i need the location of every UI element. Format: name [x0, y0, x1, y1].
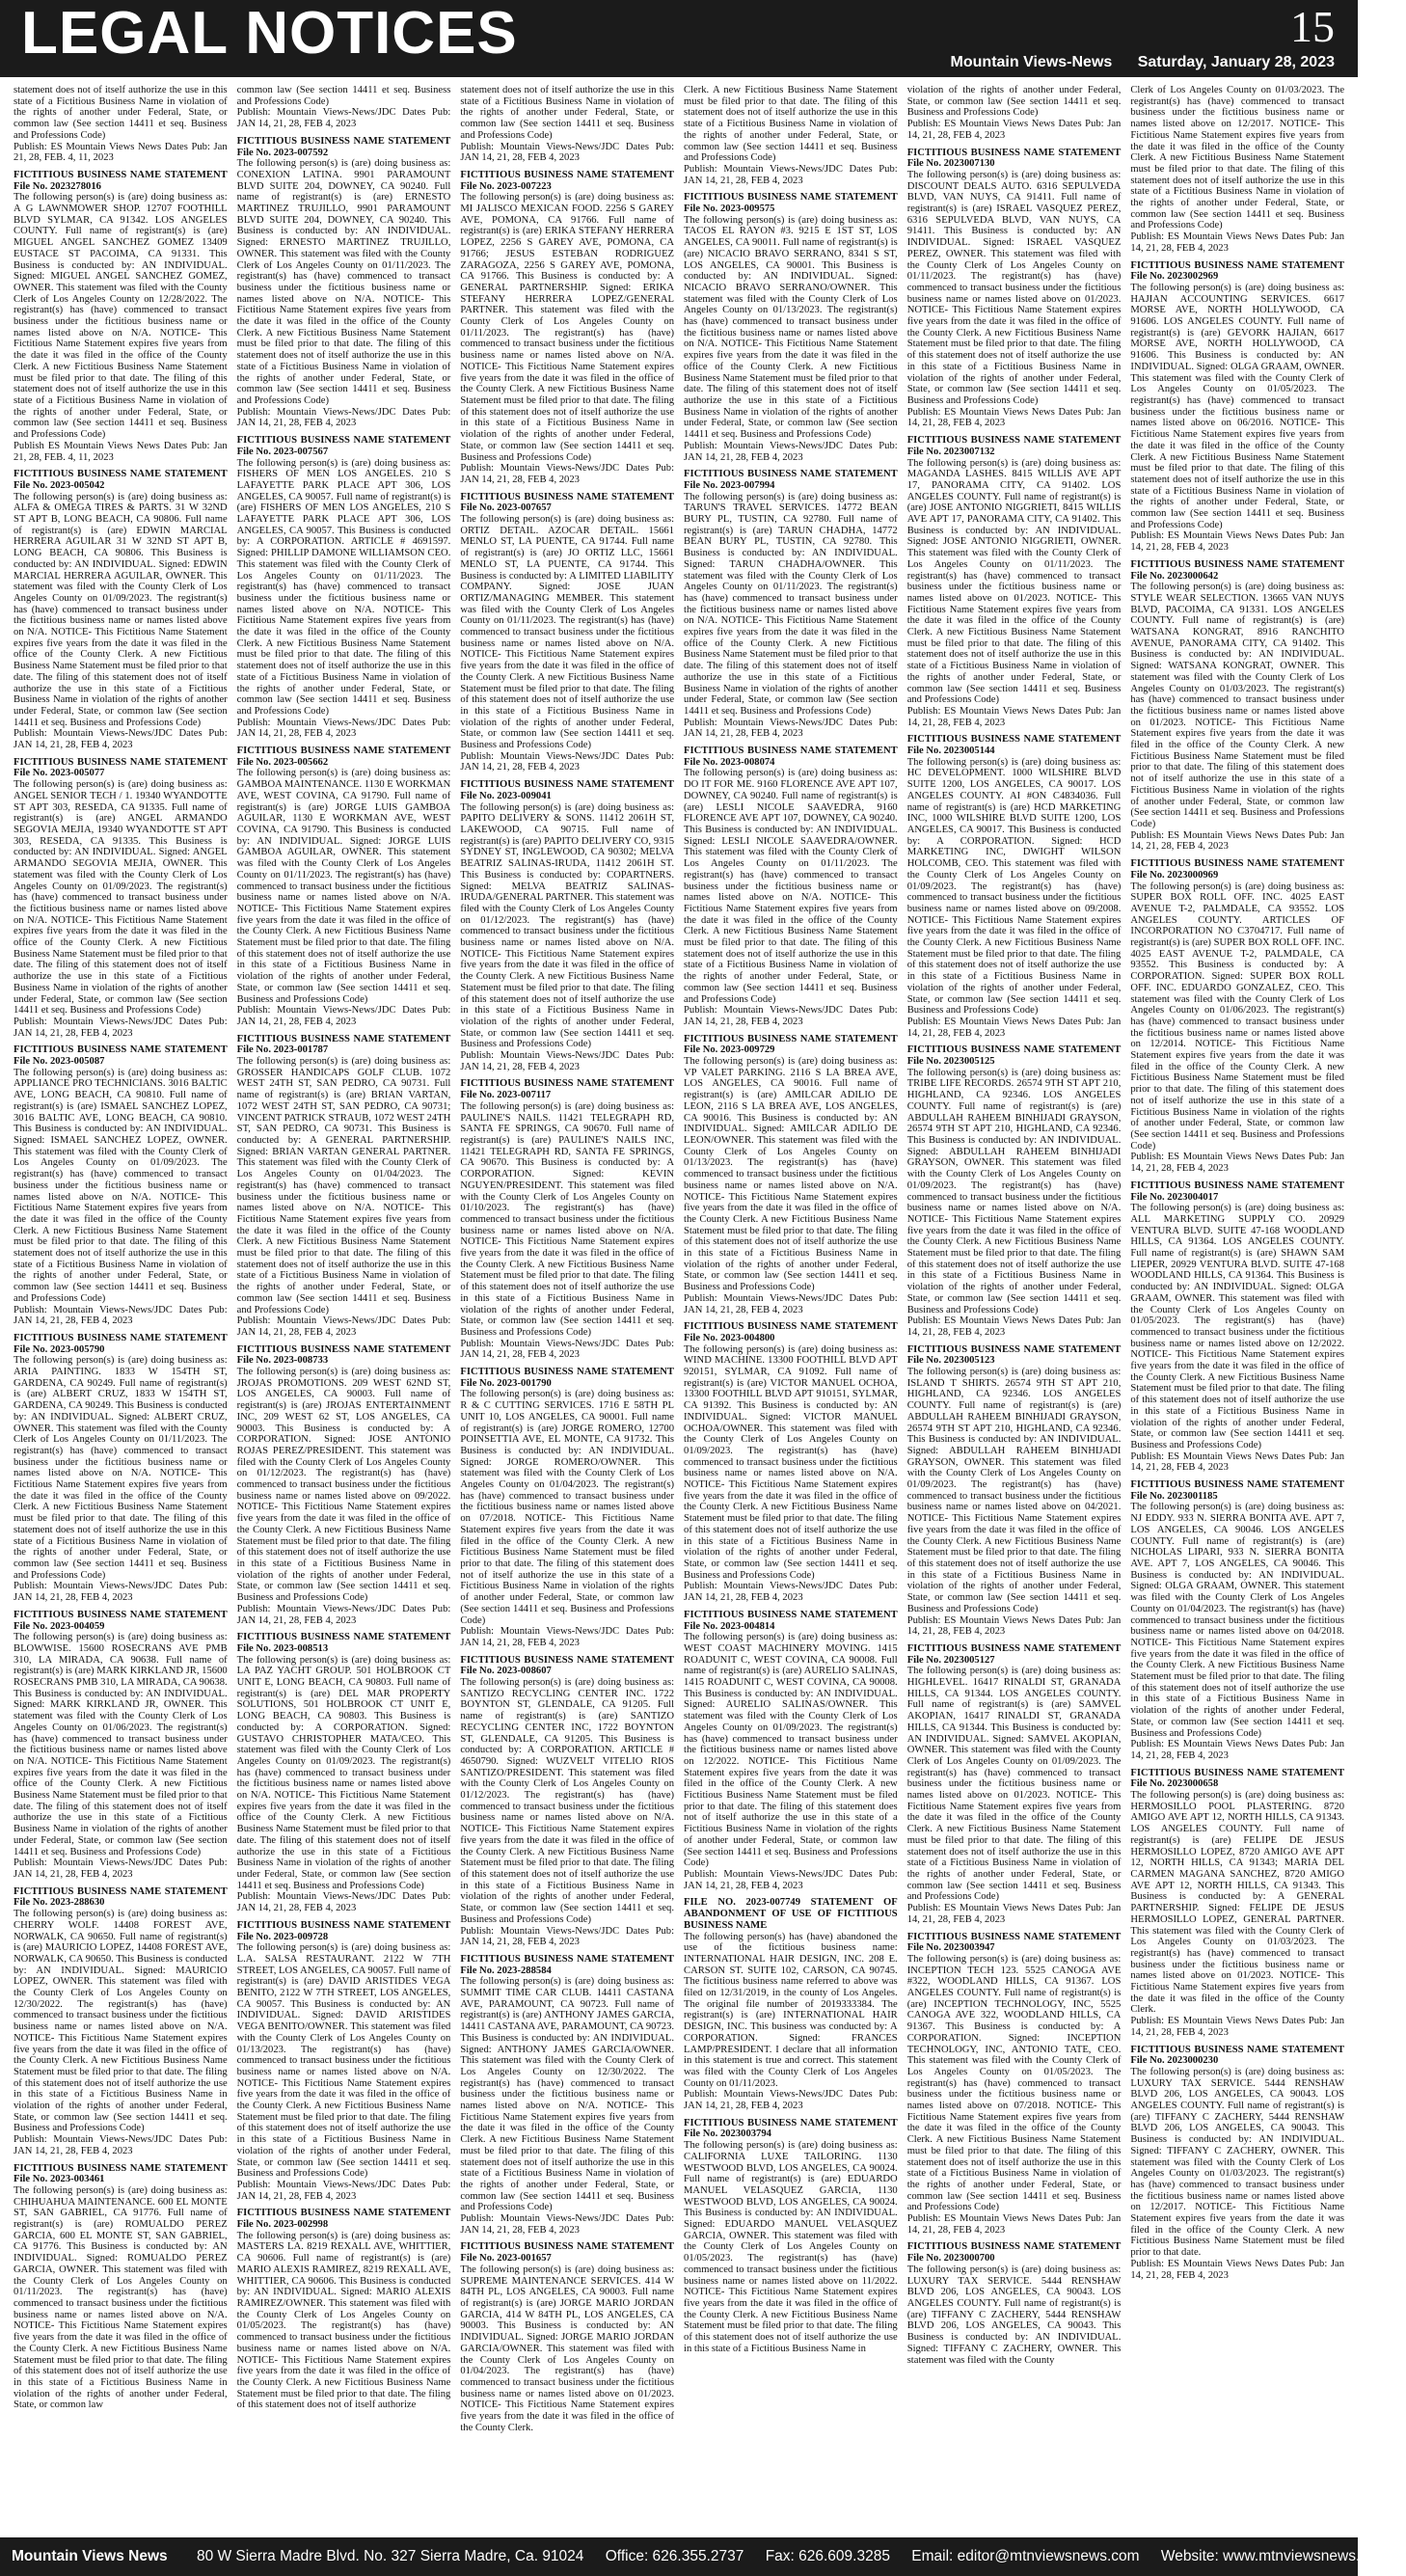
notice-publish-dates: Publish: Mountain Views-News/JDC Dates Pub: JAN 14, 21, 28, FEB 4, 2023: [14, 1016, 228, 1039]
notice-body: The following person(s) is (are) doing business as: TRIBE LIFE RECORDS. 26574 9TH ST APT 210, HIGHLAND, CA 92346. LOS ANGELES COUNTY. Full name of registrant(s) is (are) ABDULLAH RAHEEM BINHIJADI GRAYSON, 26574 9TH ST APT 210, HIGHLAND, CA 92346. This Business is conducted by: AN INDIVIDUAL. Signed: ABDULLAH RAHEEM BINHIJADI GRAYSON, OWNER. This statement was filed with the County Clerk of Los Angeles County on 01/09/2023. The registrant(s) has (have) commenced to transact business under the fictitious business name or names listed above on N/A. NOTICE- This Fictitious Name Statement expires five years from the date it was filed in the office of the County Clerk. A new Fictitious Business Name Statement must be filed prior to that date. The filing of this statement does not of itself authorize the use in this state of a Fictitious Business Name in violation of the rights of another under Federal, State, or common law (See section 14411 et seq. Business and Professions Code): [906, 1067, 1122, 1315]
legal-notice: [684, 1034, 898, 1316]
footer-bar: [0, 2537, 1389, 2576]
legal-notice: [14, 85, 228, 164]
notice-heading: FICTITIOUS BUSINESS NAME STATEMENT File No. 2023-008733: [236, 1343, 451, 1367]
legal-notice: [1130, 2045, 1344, 2282]
notice-publish-dates: Publish: ES Mountain Views News Dates Pub: Jan 21, 28, FEB. 4, 11, 2023: [14, 141, 228, 164]
notice-body: The following person(s) has (have) abandoned the use of the fictitious business name: INTERNATIONAL HAIR DESIGN, INC. 208 E. CARSON ST. SUITE 102, CARSON, CA 90745. The fictitious business name referred to above was filed on 12/31/2019, in the county of Los Angeles. The original file number of 2019333384. The registrant(s) is (are) INTERNATIONAL HAIR DESIGN, INC. This business was conducted by: A CORPORATION. Signed: FRANCES LAMP/PRESIDENT. I declare that all information in this statement is true and correct. This statement was filed with the County Clerk of Los Angeles County on 01/11/2023.: [684, 1931, 898, 2089]
legal-notice: [460, 85, 674, 164]
notice-column: [460, 85, 674, 2531]
notice-publish-dates: Publish: Mountain Views-News/JDC Dates Pub: JAN 14, 21, 28, FEB 4, 2023: [14, 1304, 228, 1327]
legal-notice: [907, 734, 1122, 1039]
notice-heading: FICTITIOUS BUSINESS NAME STATEMENT File No. 2023-288630: [14, 1885, 228, 1909]
notice-heading: FICTITIOUS BUSINESS NAME STATEMENT File No. 2023000969: [1130, 858, 1345, 881]
legal-notice: [460, 2241, 674, 2433]
notice-publish-dates: Publish: ES Mountain Views News Dates Pub: Jan 14, 21, 28, FEB 4, 2023: [1130, 2258, 1345, 2281]
legal-notice: [237, 136, 451, 429]
notice-heading: FICTITIOUS BUSINESS NAME STATEMENT File No. 2023-008074: [684, 746, 898, 768]
legal-notice: [684, 2118, 898, 2355]
notice-publish-dates: Publish: ES Mountain Views News Dates Pub: Jan 14, 21, 28, FEB 4, 2023: [1130, 530, 1345, 554]
legal-notice: [460, 1954, 674, 2237]
page-number: 15: [1290, 2, 1335, 51]
notice-heading: FICTITIOUS BUSINESS NAME STATEMENT File No. 2023-004059: [14, 1609, 228, 1632]
notice-body: The following person(s) is (are) doing business as: DO IT FOR ME. 9160 FLORENCE AVE APT 107, DOWNEY, CA 90240. Full name of registrant(s) is (are) LESLI NICOLE SAAVEDRA, 9160 FLORENCE AVE APT 107, DOWNEY, CA 90240. This Business is conducted by: AN INDIVIDUAL. Signed: LESLI NICOLE SAAVEDRA/OWNER. This statement was filed with the County Clerk of Los Angeles County on 01/11/2023. The registrant(s) has (have) commenced to transact business under the fictitious business name or names listed above on N/A. NOTICE- This Fictitious Name Statement expires five years from the date it was filed in the office of the County Clerk. A new Fictitious Business Name Statement must be filed prior to that date. The filing of this statement does not of itself authorize the use in this state of a Fictitious Business Name in violation of the rights of another under Federal, State, or common law (See section 14411 et seq. Business and Professions Code): [684, 768, 898, 1005]
notice-publish-dates: Publish: Mountain Views-News/JDC Dates Pub: JAN 14, 21, 28, FEB 4, 2023: [684, 1005, 898, 1027]
notice-body: The following person(s) is (are) doing business as: SUPREME MAINTENANCE SERVICES. 414 W 84TH PL, LOS ANGELES, CA 90003. Full name of registrant(s) is (are) JORGE MARIO JORDAN GARCIA, 414 W 84TH PL, LOS ANGELES, CA 90003. This Business is conducted by: AN INDIVIDUAL. Signed: JORGE MARIO JORDAN GARCIA/OWNER. This statement was filed with the County Clerk of Los Angeles County on 01/04/2023. The registrant(s) has (have) commenced to transact business under the fictitious business name or names listed above on 01/2023. NOTICE- This Fictitious Name Statement expires five years from the date it was filed in the office of the County Clerk.: [460, 2264, 675, 2433]
notice-heading: FICTITIOUS BUSINESS NAME STATEMENT File No. 2023-007117: [460, 1078, 675, 1101]
legal-notice: [237, 435, 451, 740]
notice-publish-dates: Publish: ES Mountain Views News Dates Pub: Jan 14, 21, 28, FEB 4, 2023: [906, 705, 1122, 728]
legal-notice: [237, 1344, 451, 1627]
notice-heading: FICTITIOUS BUSINESS NAME STATEMENT File No. 2023-003461: [14, 2162, 228, 2185]
legal-notice: [907, 435, 1122, 728]
notice-body: The following person(s) is (are) doing business as: APPLIANCE PRO TECHNICIANS. 3016 BALTIC AVE, LONG BEACH, CA 90810. Full name of registrant(s) is (are) ISMAEL SANCHEZ LOPEZ, 3016 BALTIC AVE, LONG BEACH, CA 90810. This Business is conducted by: AN INDIVIDUAL. Signed: ISMAEL SANCHEZ LOPEZ, OWNER. This statement was filed with the County Clerk of Los Angeles County on 01/09/2023. The registrant(s) has (have) commenced to transact business under the fictitious business name or names listed above on N/A. NOTICE- This Fictitious Name Statement expires five years from the date it was filed in the office of the County Clerk. A new Fictitious Business Name Statement must be filed prior to that date. The filing of this statement does not of itself authorize the use in this state of a Fictitious Business Name in violation of the rights of another under Federal, State, or common law (See section 14411 et seq. Business and Professions Code): [14, 1067, 228, 1304]
notice-publish-dates: Publish: Mountain Views-News/JDC Dates Pub: JAN 14, 21, 28, FEB 4, 2023: [236, 1891, 451, 1914]
notice-column: [684, 85, 898, 2531]
notice-heading: FICTITIOUS BUSINESS NAME STATEMENT File No. 2023-004800: [684, 1321, 898, 1343]
notice-body: The following person(s) is (are) doing business as: STYLE WEAR SELECTION. 13665 VAN NUYS BLVD, PACOIMA, CA 91331. LOS ANGELES COUNTY. Full name of registrant(s) is (are) WATSANA KONGRAT, 8916 RANCHITO AVENUE, PANORAMA CITY, CA 91402. This Business is conducted by: AN INDIVIDUAL. Signed: WATSANA KONGRAT, OWNER. This statement was filed with the County Clerk of Los Angeles County on 01/03/2023. The registrant(s) has (have) commenced to transact business under the fictitious business name or names listed above on 01/2023. NOTICE- This Fictitious Name Statement expires five years from the date it was filed in the office of the County Clerk. A new Fictitious Business Name Statement must be filed prior to that date. The filing of this statement does not of itself authorize the use in this state of a Fictitious Business Name in violation of the rights of another under Federal, State, or common law (See section 14411 et seq. Business and Professions Code): [1130, 582, 1345, 829]
footer-office-phone: Office: 626.355.2737: [605, 2548, 744, 2564]
legal-notice: [684, 1897, 898, 2111]
notice-heading: FICTITIOUS BUSINESS NAME STATEMENT File No. 2023-008513: [236, 1632, 451, 1654]
legal-notice: [1130, 260, 1344, 554]
notice-body: The following person(s) is (are) doing business as: GROSSER HANDICAPS GOLF CLUB. 1072 WEST 24TH ST, SAN PEDRO, CA 90731. Full name of registrant(s) is (are) BRIAN VARTAN, 1072 WEST 24TH ST, SAN PEDRO, CA 90731; VINCENT PATRICK STRAUB, 1072 WEST 24TH ST, SAN PEDRO, CA 90731. This Business is conducted by: A GENERAL PARTNERSHIP. Signed: BRIAN VARTAN GENERAL PARTNER. This statement was filed with the County Clerk of Los Angeles County on 01/04/2023. The registrant(s) has (have) commenced to transact business under the fictitious business name or names listed above on N/A. NOTICE- This Fictitious Name Statement expires five years from the date it was filed in the office of the County Clerk. A new Fictitious Business Name Statement must be filed prior to that date. The filing of this statement does not of itself authorize the use in this state of a Fictitious Business Name in violation of the rights of another under Federal, State, or common law (See section 14411 et seq. Business and Professions Code): [236, 1056, 451, 1315]
notice-heading: FICTITIOUS BUSINESS NAME STATEMENT File No. 2023007130: [906, 147, 1122, 170]
legal-notice: [460, 1078, 674, 1361]
notice-column: [14, 85, 228, 2531]
notice-body: Clerk of Los Angeles County on 01/03/2023. The registrant(s) has (have) commenced to transact business under the fictitious business name or names listed above on 12/2017. NOTICE- This Fictitious Name Statement expires five years from the date it was filed in the office of the County Clerk. A new Fictitious Business Name Statement must be filed prior to that date. The filing of this statement does not of itself authorize the use in this state of a Fictitious Business Name in violation of the rights of another under Federal, State, or common law (See section 14411 et seq. Business and Professions Code): [1130, 85, 1345, 231]
legal-notice: [907, 85, 1122, 142]
notice-body: The following person(s) is (are) doing business as: WEST COAST MACHINERY MOVING. 1415 ROADUNIT C, WEST COVINA, CA 90008. Full name of registrant(s) is (are) AURELIO SALINAS, 1415 ROADUNIT C, WEST COVINA, CA 90008. This Business is conducted by: AN INDIVIDUAL. Signed: AURELIO SALINAS/OWNER. This statement was filed with the County Clerk of Los Angeles County on 01/09/2023. The registrant(s) has (have) commenced to transact business under the fictitious business name or names listed above on 12/2022. NOTICE- This Fictitious Name Statement expires five years from the date it was filed in the office of the County Clerk. A new Fictitious Business Name Statement must be filed prior to that date. The filing of this statement does not of itself authorize the use in this state of a Fictitious Business Name in violation of the rights of another under Federal, State, or common law (See section 14411 et seq. Business and Professions Code): [684, 1632, 898, 1869]
notice-body: The following person(s) is (are) doing business as: WIND MACHINE. 13300 FOOTHILL BLVD APT 920151, SYLMAR, CA 91092. Full name of registrant(s) is (are) VICTOR MANUEL OCHOA, 13300 FOOTHILL BLVD APT 910151, SYLMAR, CA 91392. This Business is conducted by: AN INDIVIDUAL. Signed: VICTOR MANUEL OCHOA/OWNER. This statement was filed with the County Clerk of Los Angeles County on 01/09/2023. The registrant(s) has (have) commenced to transact business under the fictitious business name or names listed above on N/A. NOTICE- This Fictitious Name Statement expires five years from the date it was filed in the office of the County Clerk. A new Fictitious Business Name Statement must be filed prior to that date. The filing of this statement does not of itself authorize the use in this state of a Fictitious Business Name in violation of the rights of another under Federal, State, or common law (See section 14411 et seq. Business and Professions Code): [684, 1343, 898, 1581]
notice-heading: FICTITIOUS BUSINESS NAME STATEMENT File No. 2023003794: [684, 2117, 898, 2140]
notice-publish-dates: Publish: Mountain Views-News/JDC Dates Pub: JAN 14, 21, 28, FEB 4, 2023: [460, 2213, 675, 2236]
legal-notice: [237, 2208, 451, 2411]
notice-publish-dates: Publish: ES Mountain Views News Dates Pub: Jan 14, 21, 28, FEB 4, 2023: [906, 406, 1122, 429]
notice-body: common law (See section 14411 et seq. Business and Professions Code): [236, 85, 451, 107]
legal-notice: [237, 85, 451, 130]
notice-publish-dates: Publish: Mountain Views-News/JDC Dates Pub: JAN 14, 21, 28, FEB 4, 2023: [236, 2179, 451, 2202]
notice-body: The following person(s) is (are) doing business as: HIGHLEVEL. 16417 RINALDI ST, GRANADA HILLS, CA 91344. LOS ANGELES COUNTY. Full name of registrant(s) is (are) SAMVEL AKOPIAN, 16417 RINALDI ST, GRANADA HILLS, CA 91344. This Business is conducted by: AN INDIVIDUAL. Signed: SAMVEL AKOPIAN, OWNER. This statement was filed with the County Clerk of Los Angeles County on 01/09/2023. The registrant(s) has (have) commenced to transact business under the fictitious business name or names listed above on 01/2023. NOTICE- This Fictitious Name Statement expires five years from the date it was filed in the office of the County Clerk. A new Fictitious Business Name Statement must be filed prior to that date. The filing of this statement does not of itself authorize the use in this state of a Fictitious Business Name in violation of the rights of another under Federal, State, or common law (See section 14411 et seq. Business and Professions Code): [906, 1666, 1122, 1903]
footer-publication: Mountain Views News: [12, 2548, 168, 2564]
legal-notice: [684, 85, 898, 186]
legal-notice: [460, 1367, 674, 1649]
legal-notice: [460, 1655, 674, 1948]
notice-heading: FICTITIOUS BUSINESS NAME STATEMENT File No. 2023000230: [1130, 2044, 1345, 2067]
notice-body: The following person(s) is (are) doing business as: SUMMIT TIME CAR CLUB. 14411 CASTANA AVE, PARAMOUNT, CA 90723. Full name of registrant(s) is (are) ANTHONY JAMES GARCIA, 14411 CASTANA AVE, PARAMOUNT, CA 90723. This Business is conducted by: AN INDIVIDUAL. Signed: ANTHONY JAMES GARCIA/OWNER. This statement was filed with the County Clerk of Los Angeles County on 12/30/2022. The registrant(s) has (have) commenced to transact business under the fictitious business name or names listed above on N/A. NOTICE- This Fictitious Name Statement expires five years from the date it was filed in the office of the County Clerk. A new Fictitious Business Name Statement must be filed prior to that date. The filing of this statement does not of itself authorize the use in this state of a Fictitious Business Name in violation of the rights of another under Federal, State, or common law (See section 14411 et seq. Business and Professions Code): [460, 1976, 675, 2213]
notice-body: The following person(s) is (are) doing business as: ALFA & OMEGA TIRES & PARTS. 31 W 32ND ST APT B, LONG BEACH, CA 90806. Full name of registrant(s) is (are) EDWIN MARCIAL HERRERA AGUILAR 31 W 32ND ST APT B, LONG BEACH, CA 90806. This Business is conducted by: AN INDIVIDUAL. Signed: EDWIN MARCIAL HERRERA AGUILAR, OWNER. This statement was filed with the County Clerk of Los Angeles County on 01/09/2023. The registrant(s) has (have) commenced to transact business under the fictitious business name or names listed above on N/A. NOTICE- This Fictitious Name Statement expires five years from the date it was filed in the office of the County Clerk. A new Fictitious Business Name Statement must be filed prior to that date. The filing of this statement does not of itself authorize the use in this state of a Fictitious Business Name in violation of the rights of another under Federal, State, or common law (See section 14411 et seq. Business and Professions Code): [14, 491, 228, 728]
notice-body: The following person(s) is (are) doing business as: TARUN'S TRAVEL SERVICES. 14772 BEAN BURY PL, TUSTIN, CA 92780. Full name of registrant(s) is (are) TARUN CHADHA, 14772 BEAN BURY PL, TUSTIN, CA 92780. This Business is conducted by: AN INDIVIDUAL. Signed: TARUN CHADHA/OWNER. This statement was filed with the County Clerk of Los Angeles County on 01/11/2023. The registrant(s) has (have) commenced to transact business under the fictitious business name or names listed above on N/A. NOTICE- This Fictitious Name Statement expires five years from the date it was filed in the office of the County Clerk. A new Fictitious Business Name Statement must be filed prior to that date. The filing of this statement does not of itself authorize the use in this state of a Fictitious Business Name in violation of the rights of another under Federal, State, or common law (See section 14411 et seq. Business and Professions Code): [684, 491, 898, 717]
legal-notice: [1130, 858, 1344, 1175]
notice-heading: FICTITIOUS BUSINESS NAME STATEMENT File No. 2023000700: [906, 2241, 1122, 2264]
notice-publish-dates: Publish: ES Mountain Views News Dates Pub: Jan 14, 21, 28, FEB 4, 2023: [906, 1315, 1122, 1338]
notice-publish-dates: Publish: Mountain Views-News/JDC Dates Pub: JAN 14, 21, 28, FEB 4, 2023: [14, 728, 228, 751]
notice-heading: FICTITIOUS BUSINESS NAME STATEMENT File No. 2023-001790: [460, 1367, 675, 1389]
masthead: [0, 0, 1358, 77]
notice-body: The following person(s) is (are) doing business as: ISLAND T SHIRTS. 26574 9TH ST APT 210, HIGHLAND, CA 92346. LOS ANGELES COUNTY. Full name of registrant(s) is (are) ABDULLAH RAHEEM BINHIJADI GRAYSON, 26574 9TH ST APT 210, HIGHLAND, CA 92346. This Business is conducted by: AN INDIVIDUAL. Signed: ABDULLAH RAHEEM BINHIJADI GRAYSON, OWNER. This statement was filed with the County Clerk of Los Angeles County on 01/09/2023. The registrant(s) has (have) commenced to transact business under the fictitious business name or names listed above on 04/2021. NOTICE- This Fictitious Name Statement expires five years from the date it was filed in the office of the County Clerk. A new Fictitious Business Name Statement must be filed prior to that date. The filing of this statement does not of itself authorize the use in this state of a Fictitious Business Name in violation of the rights of another under Federal, State, or common law (See section 14411 et seq. Business and Professions Code): [906, 1367, 1122, 1614]
notice-publish-dates: Publish: ES Mountain Views News Dates Pub: Jan 14, 21, 28, FEB 4, 2023: [906, 1614, 1122, 1638]
legal-notice: [237, 1632, 451, 1914]
notice-publish-dates: Publish: Mountain Views-News/JDC Dates Pub: JAN 14, 21, 28, FEB 4, 2023: [236, 1005, 451, 1027]
notice-heading: FICTITIOUS BUSINESS NAME STATEMENT File No. 2023-007592: [236, 135, 451, 158]
notice-publish-dates: Publish: Mountain Views-News/JDC Dates Pub: JAN 14, 21, 28, FEB 4, 2023: [460, 463, 675, 485]
notice-publish-dates: Publish: Mountain Views-News/JDC Dates Pub: JAN 14, 21, 28, FEB 4, 2023: [14, 1857, 228, 1880]
notice-heading: FICTITIOUS BUSINESS NAME STATEMENT File No. 2023000658: [1130, 1767, 1345, 1790]
legal-notice: [907, 1344, 1122, 1638]
notice-body: statement does not of itself authorize the use in this state of a Fictitious Business Name in violation of the rights of another under Federal, State, or common law (See section 14411 et seq. Business and Professions Code): [460, 85, 675, 141]
legal-notice: [237, 1034, 451, 1339]
notice-publish-dates: Publish: ES Mountain Views News Dates Pub: Jan 14, 21, 28, FEB 4, 2023: [1130, 231, 1345, 254]
notice-column: [237, 85, 451, 2531]
notice-heading: FICTITIOUS BUSINESS NAME STATEMENT File No. 2023-009729: [684, 1033, 898, 1056]
publication-name: Mountain Views-News: [950, 54, 1113, 70]
notice-heading: FICTITIOUS BUSINESS NAME STATEMENT File No. 2023005144: [906, 734, 1122, 757]
legal-notice: [907, 148, 1122, 430]
notice-body: The following person(s) is (are) doing business as: ARIA PAINTING. 1833 W 154TH ST, GARDENA, CA 90249. Full name of registrant(s) is (are) ALBERT CRUZ, 1833 W 154TH ST, GARDENA, CA 90249. This Business is conducted by: AN INDIVIDUAL. Signed: ALBERT CRUZ, OWNER. This statement was filed with the County Clerk of Los Angeles County on 01/11/2023. The registrant(s) has (have) commenced to transact business under the fictitious business name or names listed above on N/A. NOTICE- This Fictitious Name Statement expires five years from the date it was filed in the office of the County Clerk. A new Fictitious Business Name Statement must be filed prior to that date. The filing of this statement does not of itself authorize the use in this state of a Fictitious Business Name in violation of the rights of another under Federal, State, or common law (See section 14411 et seq. Business and Professions Code): [14, 1355, 228, 1581]
legal-notice: [14, 2163, 228, 2411]
notice-publish-dates: Publish: ES Mountain Views News Dates Pub: Jan 14, 21, 28, FEB 4, 2023: [1130, 1739, 1345, 1761]
notice-body: The following person(s) is (are) doing business as: ALL MARKETING SUPPLY CO. 20929 VENTURA BLVD. SUITE 47-168 WOODLAND HILLS, CA 91364. LOS ANGELES COUNTY. Full name of registrant(s) is (are) SHAWN SAM LIEPER, 20929 VENTURA BLVD. SUITE 47-168 WOODLAND HILLS, CA 91364. This Business is conducted by: AN INDIVIDUAL. Signed: OLGA GRAAM, OWNER. This statement was filed with the County Clerk of Los Angeles County on 01/05/2023. The registrant(s) has (have) commenced to transact business under the fictitious business name or names listed above on 12/2022. NOTICE- This Fictitious Name Statement expires five years from the date it was filed in the office of the County Clerk. A new Fictitious Business Name Statement must be filed prior to that date. The filing of this statement does not of itself authorize the use in this state of a Fictitious Business Name in violation of the rights of another under Federal, State, or common law (See section 14411 et seq. Business and Professions Code): [1130, 1203, 1345, 1451]
notice-body: Clerk. A new Fictitious Business Name Statement must be filed prior to that date. The filing of this statement does not of itself authorize the use in this state of a Fictitious Business Name in violation of the rights of another under Federal, State, or common law (See section 14411 et seq. Business and Professions Code): [684, 85, 898, 164]
notice-body: The following person(s) is (are) doing business as: BLOWWISE. 15600 ROSECRANS AVE PMB 310, LA MIRADA, CA 90638. Full name of registrant(s) is (are) MARK KIRKLAND JR, 15600 ROSECRANS PMB 310, LA MIRADA, CA 90638. This Business is conducted by: AN INDIVIDUAL. Signed: MARK KIRKLAND JR, OWNER. This statement was filed with the County Clerk of Los Angeles County on 01/06/2023. The registrant(s) has (have) commenced to transact business under the fictitious business name or names listed above on N/A. NOTICE- This Fictitious Name Statement expires five years from the date it was filed in the office of the County Clerk. A new Fictitious Business Name Statement must be filed prior to that date. The filing of this statement does not of itself authorize the use in this state of a Fictitious Business Name in violation of the rights of another under Federal, State, or common law (See section 14411 et seq. Business and Professions Code): [14, 1632, 228, 1857]
legal-notice: [1130, 1768, 1344, 2039]
notice-heading: FICTITIOUS BUSINESS NAME STATEMENT File No. 2023-005087: [14, 1044, 228, 1068]
notice-publish-dates: Publish: ES Mountain Views News Dates Pub: Jan 14, 21, 28, FEB 4, 2023: [1130, 829, 1345, 853]
notice-publish-dates: Publish: ES Mountain Views News Dates Pub: Jan 14, 21, 28, FEB 4, 2023: [906, 119, 1122, 141]
notice-publish-dates: Publish: Mountain Views-News/JDC Dates Pub: JAN 14, 21, 28, FEB 4, 2023: [236, 1315, 451, 1338]
notice-body: The following person(s) is (are) doing business as: ANGEL SENIOR TECH / 1. 19340 WYANDOTTE ST APT 303, RESEDA, CA 91335. Full name of registrant(s) is (are) ANGEL ARMANDO SEGOVIA MEJIA, 19340 WYANDOTTE ST APT 303, RESEDA, CA 91335. This Business is conducted by: AN INDIVIDUAL. Signed: ANGEL ARMANDO SEGOVIA MEJIA, OWNER. This statement was filed with the County Clerk of Los Angeles County on 01/09/2023. The registrant(s) has (have) commenced to transact business under the fictitious business name or names listed above on N/A. NOTICE- This Fictitious Name Statement expires five years from the date it was filed in the office of the County Clerk. A new Fictitious Business Name Statement must be filed prior to that date. The filing of this statement does not of itself authorize the use in this state of a Fictitious Business Name in violation of the rights of another under Federal, State, or common law (See section 14411 et seq. Business and Professions Code): [14, 779, 228, 1017]
notice-body: violation of the rights of another under Federal, State, or common law (See section 14411 et seq. Business and Professions Code): [906, 85, 1122, 119]
notice-body: The following person(s) is (are) doing business as: R & C CUTTING SERVICES. 1716 E 58TH PL UNIT 10, LOS ANGELES, CA 90001. Full name of registrant(s) is (are) JORGE ROMERO, 12700 POINSETTIA AVE, EL MONTE, CA 91732. This Business is conducted by: AN INDIVIDUAL. Signed: JORGE ROMERO/OWNER. This statement was filed with the County Clerk of Los Angeles County on 01/04/2023. The registrant(s) has (have) commenced to transact business under the fictitious business name or names listed above on 07/2018. NOTICE- This Fictitious Name Statement expires five years from the date it was filed in the office of the County Clerk. A new Fictitious Business Name Statement must be filed prior to that date. The filing of this statement does not of itself authorize the use in this state of a Fictitious Business Name in violation of the rights of another under Federal, State, or common law (See section 14411 et seq. Business and Professions Code): [460, 1389, 675, 1626]
legal-notice: [1130, 1479, 1344, 1762]
legal-notice: [907, 1643, 1122, 1926]
notice-publish-dates: Publish: Mountain Views-News/JDC Dates Pub: JAN 14, 21, 28, FEB 4, 2023: [460, 1626, 675, 1648]
notice-publish-dates: Publish: ES Mountain Views News Dates Pub: Jan 14, 21, 28, FEB 4, 2023: [906, 1903, 1122, 1925]
notice-column: [1130, 85, 1344, 2531]
notice-heading: FICTITIOUS BUSINESS NAME STATEMENT File No. 2023-007657: [460, 491, 675, 514]
legal-notice: [460, 170, 674, 486]
notice-heading: FICTITIOUS BUSINESS NAME STATEMENT File No. 2023005127: [906, 1642, 1122, 1666]
notice-heading: FICTITIOUS BUSINESS NAME STATEMENT File No. 2023-005662: [236, 746, 451, 768]
issue-date: Saturday, January 28, 2023: [1137, 54, 1335, 70]
notice-heading: FICTITIOUS BUSINESS NAME STATEMENT File No. 2023-007994: [684, 469, 898, 491]
notice-body: The following person(s) is (are) doing business as: LUXURY TAX SERVICE. 5444 RENSHAW BLVD 206, LOS ANGELES, CA 90043. LOS ANGELES COUNTY. Full name of registrant(s) is (are) TIFFANY C ZACHERY, 5444 RENSHAW BLVD 206, LOS ANGELES, CA 90043. This Business is conducted by: AN INDIVIDUAL. Signed: TIFFANY C ZACHERY, OWNER. This statement was filed with the County: [906, 2264, 1122, 2366]
notice-heading: FICTITIOUS BUSINESS NAME STATEMENT File No. 2023-009575: [684, 192, 898, 215]
notice-heading: FICTITIOUS BUSINESS NAME STATEMENT File No. 2023007132: [906, 435, 1122, 457]
notice-heading: FICTITIOUS BUSINESS NAME STATEMENT File No. 2023003947: [906, 1931, 1122, 1954]
notice-publish-dates: Publish: Mountain Views-News/JDC Dates Pub: JAN 14, 21, 28, FEB 4, 2023: [236, 406, 451, 429]
notice-body: The following person(s) is (are) doing business as: INCEPTION TECH 123. 5525 CANOGA AVE #322, WOODLAND HILLS, CA 91367. LOS ANGELES COUNTY. Full name of registrant(s) is (are) INCEPTION TECHNOLOGY, INC, 5525 CANOGA AVE 322, WOODLAND HILLS, CA 91367. This Business is conducted by: A CORPORATION. Signed: INCEPTION TECHNOLOGY, INC, ANTONIO TATE, CEO. This statement was filed with the County Clerk of Los Angeles County on 01/05/2023. The registrant(s) has (have) commenced to transact business under the fictitious business name or names listed above on 07/2018. NOTICE- This Fictitious Name Statement expires five years from the date it was filed in the office of the County Clerk. A new Fictitious Business Name Statement must be filed prior to that date. The filing of this statement does not of itself authorize the use in this state of a Fictitious Business Name in violation of the rights of another under Federal, State, or common law (See section 14411 et seq. Business and Professions Code): [906, 1953, 1122, 2213]
footer-fax: Fax: 626.609.3285: [765, 2548, 890, 2564]
notice-body: The following person(s) is (are) doing business as: ORTIZ DETAIL. AZOCAR DETAIL. 15661 MENLO ST, LA PUENTE, CA 91744. Full name of registrant(s) is (are) JO ORTIZ LLC, 15661 MENLO ST, LA PUENTE, CA 91744. This Business is conducted by: A LIMITED LIABILITY COMPANY. Signed: JOSE JUAN ORTIZ/MANAGING MEMBER. This statement was filed with the County Clerk of Los Angeles County on 01/11/2023. The registrant(s) has (have) commenced to transact business under the fictitious business name or names listed above on N/A. NOTICE- This Fictitious Name Statement expires five years from the date it was filed in the office of the County Clerk. A new Fictitious Business Name Statement must be filed prior to that date. The filing of this statement does not of itself authorize the use in this state of a Fictitious Business Name in violation of the rights of another under Federal, State, or common law (See section 14411 et seq. Business and Professions Code): [460, 514, 675, 751]
notice-body: The following person(s) is (are) doing business as: LUXURY TAX SERVICE. 5444 RENSHAW BLVD 206, LOS ANGELES, CA 90043. LOS ANGELES COUNTY. Full name of registrant(s) is (are) TIFFANY C ZACHERY, 5444 RENSHAW BLVD 206, LOS ANGELES, CA 90043. This Business is conducted by: AN INDIVIDUAL. Signed: TIFFANY C ZACHERY, OWNER. This statement was filed with the County Clerk of Los Angeles County on 01/03/2023. The registrant(s) has (have) commenced to transact business under the fictitious business name or names listed above on 12/2017. NOTICE- This Fictitious Name Statement expires five years from the date it was filed in the office of the County Clerk. A new Fictitious Business Name Statement must be filed prior to that date.: [1130, 2066, 1345, 2259]
footer-email[interactable]: Email: editor@mtnviewsnews.com: [911, 2548, 1140, 2564]
legal-notice: [14, 1610, 228, 1881]
legal-notice: [907, 1044, 1122, 1338]
notice-body: The following person(s) is (are) doing business as: CHIHUAHUA MAINTENANCE. 600 EL MONTE ST, SAN GABRIEL, CA 91776. Full name of registrant(s) is (are) ROMUALDO PEREZ GARCIA, 600 EL MONTE ST, SAN GABRIEL, CA 91776. This Business is conducted by: AN INDIVIDUAL. Signed: ROMUALDO PEREZ GARCIA, OWNER. This statement was filed with the County Clerk of Los Angeles County on 01/11/2023. The registrant(s) has (have) commenced to transact business under the fictitious business name or names listed above on N/A. NOTICE- This Fictitious Name Statement expires five years from the date it was filed in the office of the County Clerk. A new Fictitious Business Name Statement must be filed prior to that date. The filing of this statement does not of itself authorize the use in this state of a Fictitious Business Name in violation of the rights of another under Federal, State, or common law: [14, 2184, 228, 2411]
notice-publish-dates: Publish: ES Mountain Views News Dates Pub: Jan 14, 21, 28, FEB 4, 2023: [906, 1016, 1122, 1039]
notice-heading: FILE NO. 2023-007749 STATEMENT OF ABANDONMENT OF USE OF FICTITIOUS BUSINESS NAME: [684, 1897, 898, 1931]
notice-body: The following person(s) is (are) doing business as: PAULINE'S NAILS. 11421 TELEGRAPH RD, SANTA FE SPRINGS, CA 90670. Full name of registrant(s) is (are) PAULINE'S NAILS INC, 11421 TELEGRAPH RD, SANTA FE SPRINGS, CA 90670. This Business is conducted by: A CORPORATION. Signed: KEVIN NGUYEN/PRESIDENT. This statement was filed with the County Clerk of Los Angeles County on 01/10/2023. The registrant(s) has (have) commenced to transact business under the fictitious business name or names listed above on N/A. NOTICE- This Fictitious Name Statement expires five years from the date it was filed in the office of the County Clerk. A new Fictitious Business Name Statement must be filed prior to that date. The filing of this statement does not of itself authorize the use in this state of a Fictitious Business Name in violation of the rights of another under Federal, State, or common law (See section 14411 et seq. Business and Professions Code): [460, 1100, 675, 1338]
notice-body: The following person(s) is (are) doing business as: CONEXION LATINA. 9901 PARAMOUNT BLVD SUITE 204, DOWNEY, CA 90240. Full name of registrant(s) is (are) ERNESTO MARTINEZ TRUJILLO, 9901 PARAMOUNT BLVD SUITE 204, DOWNEY, CA 90240. This Business is conducted by: AN INDIVIDUAL. Signed: ERNESTO MARTINEZ TRUJILLO, OWNER. This statement was filed with the County Clerk of Los Angeles County on 01/11/2023. The registrant(s) has (have) commenced to transact business under the fictitious business name or names listed above on N/A. NOTICE- This Fictitious Name Statement expires five years from the date it was filed in the office of the County Clerk. A new Fictitious Business Name Statement must be filed prior to that date. The filing of this statement does not of itself authorize the use in this state of a Fictitious Business Name in violation of the rights of another under Federal, State, or common law (See section 14411 et seq. Business and Professions Code): [236, 158, 451, 406]
notice-publish-dates: Publish: Mountain Views-News/JDC Dates Pub: JAN 14, 21, 28, FEB 4, 2023: [460, 141, 675, 164]
legal-notice: [14, 1886, 228, 2157]
notice-body: The following person(s) is (are) doing business as: VP VALET PARKING. 2116 S LA BREA AVE, LOS ANGELES, CA 90016. Full name of registrant(s) is (are) AMILCAR ADILIO DE LEON, 2116 S LA BREA AVE, LOS ANGELES, CA 90016. This Business is conducted by: AN INDIVIDUAL. Signed: AMILCAR ADILIO DE LEON/OWNER. This statement was filed with the County Clerk of Los Angeles County on 01/13/2023. The registrant(s) has (have) commenced to transact business under the fictitious business name or names listed above on N/A. NOTICE- This Fictitious Name Statement expires five years from the date it was filed in the office of the County Clerk. A new Fictitious Business Name Statement must be filed prior to that date. The filing of this statement does not of itself authorize the use in this state of a Fictitious Business Name in violation of the rights of another under Federal, State, or common law (See section 14411 et seq. Business and Professions Code): [684, 1056, 898, 1293]
notice-heading: FICTITIOUS BUSINESS NAME STATEMENT File No. 2023002969: [1130, 259, 1345, 283]
notice-publish-dates: Publish: Mountain Views-News/JDC Dates Pub: JAN 14, 21, 28, FEB 4, 2023: [14, 1581, 228, 1604]
legal-notice: [684, 192, 898, 463]
notice-body: The following person(s) is (are) doing business as: MAGANDA LASHES. 8415 WILLIS AVE APT 17, PANORAMA CITY, CA 91402. LOS ANGELES COUNTY. Full name of registrant(s) is (are) JOSE ANTONIO NIGGRIETI, 8415 WILLIS AVE APT 17, PANORAMA CITY, CA 91402. This Business is conducted by: AN INDIVIDUAL. Signed: JOSE ANTONIO NIGGRIETI, OWNER. This statement was filed with the County Clerk of Los Angeles County on 01/11/2023. The registrant(s) has (have) commenced to transact business under the fictitious business name or names listed above on 01/2023. NOTICE- This Fictitious Name Statement expires five years from the date it was filed in the office of the County Clerk. A new Fictitious Business Name Statement must be filed prior to that date. The filing of this statement does not of itself authorize the use in this state of a Fictitious Business Name in violation of the rights of another under Federal, State, or common law (See section 14411 et seq. Business and Professions Code): [906, 457, 1122, 706]
legal-notice: [684, 1321, 898, 1604]
notice-body: The following person(s) is (are) doing business as: L.A. SALSA RESTAURANT. 2122 W 7TH STREET, LOS ANGELES, CA 90057. Full name of registrant(s) is (are) DAVID ARISTIDES VEGA BENITO, 2122 W 7TH STREET, LOS ANGELES, CA 90057. This Business is conducted by: AN INDIVIDUAL. Signed: DAVID ARISTIDES VEGA BENITO/OWNER. This statement was filed with the County Clerk of Los Angeles County on 01/13/2023. The registrant(s) has (have) commenced to transact business under the fictitious business name or names listed above on N/A. NOTICE- This Fictitious Name Statement expires five years from the date it was filed in the office of the County Clerk. A new Fictitious Business Name Statement must be filed prior to that date. The filing of this statement does not of itself authorize the use in this state of a Fictitious Business Name in violation of the rights of another under Federal, State, or common law (See section 14411 et seq. Business and Professions Code): [236, 1942, 451, 2180]
legal-notice: [14, 170, 228, 463]
legal-notice: [460, 492, 674, 774]
notice-publish-dates: Publish: ES Mountain Views News Dates Pub: Jan 14, 21, 28, FEB 4, 2023: [1130, 1152, 1345, 1175]
notice-publish-dates: Publish: Mountain Views-News/JDC Dates Pub: JAN 14, 21, 28, FEB 4, 2023: [684, 2089, 898, 2112]
legal-notice: [907, 2241, 1122, 2366]
legal-notice: [684, 1610, 898, 1892]
notice-publish-dates: Publish: Mountain Views-News/JDC Dates Pub: JAN 14, 21, 28, FEB 4, 2023: [236, 717, 451, 740]
notice-heading: FICTITIOUS BUSINESS NAME STATEMENT File No. 2023-005077: [14, 756, 228, 779]
notice-body: The following person(s) is (are) doing business as: LA PAZ YACHT GROUP. 501 HOLBROOK CT UNIT E, LONG BEACH, CA 90803. Full name of registrant(s) is (are) DEL MAR PROPERTY SOLUTIONS, 501 HOLBROOK CT UNIT E, LONG BEACH, CA 90803. This Business is conducted by: A CORPORATION. Signed: GUSTAVO CHRISTOPHER MATA/CEO. This statement was filed with the County Clerk of Los Angeles County on 01/09/2023. The registrant(s) has (have) commenced to transact business under the fictitious business name or names listed above on N/A. NOTICE- This Fictitious Name Statement expires five years from the date it was filed in the office of the County Clerk. A new Fictitious Business Name Statement must be filed prior to that date. The filing of this statement does not of itself authorize the use in this state of a Fictitious Business Name in violation of the rights of another under Federal, State, or common law (See section 14411 et seq. Business and Professions Code): [236, 1654, 451, 1891]
legal-notice: [14, 757, 228, 1040]
notice-body: The following person(s) is (are) doing business as: FISHERS OF MEN LOS ANGELES. 210 S LAFAYETTE PARK PLACE APT 306, LOS ANGELES, CA 90057. Full name of registrant(s) is (are) FISHERS OF MEN LOS ANGELES, 210 S LAFAYETTE PARK PLACE APT 306, LOS ANGELES, CA 90057. This Business is conducted by: A CORPORATION. ARTICLE # 4691597. Signed: PHILLIP DAMONE WILLIAMSON CEO. This statement was filed with the County Clerk of Los Angeles County on 01/11/2023. The registrant(s) has (have) commenced to transact business under the fictitious business name or names listed above on N/A. NOTICE- This Fictitious Name Statement expires five years from the date it was filed in the office of the County Clerk. A new Fictitious Business Name Statement must be filed prior to that date. The filing of this statement does not of itself authorize the use in this state of a Fictitious Business Name in violation of the rights of another under Federal, State, or common law (See section 14411 et seq. Business and Professions Code): [236, 457, 451, 717]
notice-body: The following person(s) is (are) doing business as: TACOS EL RAYON #3. 9215 E 1ST ST, LOS ANGELES, CA 90011. Full name of registrant(s) is (are) NICACIO BRAVO SERRANO, 8341 S ST, LOS ANGELES, CA 90001. This Business is conducted by: AN INDIVIDUAL. Signed: NICACIO BRAVO SERRANO/OWNER. This statement was filed with the County Clerk of Los Angeles County on 01/13/2023. The registrant(s) has (have) commenced to transact business under the fictitious business name or names listed above on N/A. NOTICE- This Fictitious Name Statement expires five years from the date it was filed in the office of the County Clerk. A new Fictitious Business Name Statement must be filed prior to that date. The filing of this statement does not of itself authorize the use in this state of a Fictitious Business Name in violation of the rights of another under Federal, State, or common law (See section 14411 et seq. Business and Professions Code): [684, 214, 898, 441]
notice-publish-dates: Publish: Mountain Views-News/JDC Dates Pub: JAN 14, 21, 28, FEB 4, 2023: [684, 163, 898, 186]
notice-heading: FICTITIOUS BUSINESS NAME STATEMENT File No. 2023-008607: [460, 1654, 675, 1677]
notice-heading: FICTITIOUS BUSINESS NAME STATEMENT File No. 2023005125: [906, 1044, 1122, 1068]
notice-body: The following person(s) is (are) doing business as: MI JALISCO MEXICAN FOOD. 2256 S GAREY AVE, POMONA, CA 91766. Full name of registrant(s) is (are) ERIKA STEFANY HERRERA LOPEZ, 2256 S GAREY AVE, POMONA, CA 91766; JESUS ESTEBAN RODRIGUEZ ZARAGOZA, 2256 S GAREY AVE, POMONA, CA 91766. This Business is conducted by: A GENERAL PARTNERSHIP. Signed: ERIKA STEFANY HERRERA LOPEZ/GENERAL PARTNER. This statement was filed with the County Clerk of Los Angeles County on 01/11/2023. The registrant(s) has (have) commenced to transact business under the fictitious business name or names listed above on N/A. NOTICE- This Fictitious Name Statement expires five years from the date it was filed in the office of the County Clerk. A new Fictitious Business Name Statement must be filed prior to that date. The filing of this statement does not of itself authorize the use in this state of a Fictitious Business Name in violation of the rights of another under Federal, State, or common law (See section 14411 et seq. Business and Professions Code): [460, 192, 675, 463]
notice-columns: [14, 85, 1344, 2531]
notice-heading: FICTITIOUS BUSINESS NAME STATEMENT File No. 2023-001657: [460, 2241, 675, 2264]
notice-publish-dates: Publish: ES Mountain Views News Dates Pub: Jan 14, 21, 28, FEB 4, 2023: [1130, 2016, 1345, 2038]
notice-publish-dates: Publish: ES Mountain Views News Dates Pub: Jan 14, 21, 28, FEB 4, 2023: [1130, 1451, 1345, 1474]
notice-publish-dates: Publish: Mountain Views-News/JDC Dates Pub: JAN 14, 21, 28, FEB 4, 2023: [460, 1925, 675, 1948]
notice-publish-dates: Publish: Mountain Views-News/JDC Dates Pub: JAN 14, 21, 28, FEB 4, 2023: [236, 107, 451, 130]
notice-body: The following person(s) is (are) doing business as: SUPER BOX ROLL OFF. INC. 4025 EAST AVENUE T-2, PALMDALE, CA 93552. LOS ANGELES COUNTY. ARTICLES OF INCORPORATION NO C3704717. Full name of registrant(s) is (are) SUPER BOX ROLL OFF. INC. 4025 EAST AVENUE T-2, PALMDALE, CA 93552. This Business is conducted by: A CORPORATION. Signed: SUPER BOX ROLL OFF. INC. EDUARDO GONZALEZ, CEO. This statement was filed with the County Clerk of Los Angeles County on 01/06/2023. The registrant(s) has (have) commenced to transact business under the fictitious business name or names listed above on 12/2014. NOTICE- This Fictitious Name Statement expires five years from the date it was filed in the office of the County Clerk. A new Fictitious Business Name Statement must be filed prior to that date. The filing of this statement does not of itself authorize the use in this state of a Fictitious Business Name in violation of the rights of another under Federal, State, or common law (See section 14411 et seq. Business and Professions Code): [1130, 881, 1345, 1152]
notice-publish-dates: Publish ES Mountain Views News Dates Pub: Jan 21, 28, FEB. 4, 11, 2023: [14, 440, 228, 463]
notice-heading: FICTITIOUS BUSINESS NAME STATEMENT File No. 2023-002998: [236, 2208, 451, 2231]
footer-website[interactable]: Website: www.mtnviewsnews.com: [1160, 2548, 1389, 2564]
footer-address: 80 W Sierra Madre Blvd. No. 327 Sierra Madre, Ca. 91024: [196, 2548, 584, 2564]
notice-heading: FICTITIOUS BUSINESS NAME STATEMENT File No. 2023-004814: [684, 1609, 898, 1632]
notice-heading: FICTITIOUS BUSINESS NAME STATEMENT File No. 2023-007567: [236, 435, 451, 457]
notice-publish-dates: Publish: ES Mountain Views News Dates Pub: Jan 14, 21, 28, FEB 4, 2023: [906, 2213, 1122, 2236]
notice-body: statement does not of itself authorize the use in this state of a Fictitious Business Name in violation of the rights of another under Federal, State, or common law (See section 14411 et seq. Business and Professions Code): [14, 85, 228, 141]
legal-notice: [1130, 559, 1344, 853]
notice-body: The following person(s) is (are) doing business as: DISCOUNT DEALS AUTO. 6316 SEPULVEDA BLVD, VAN NUYS, CA 91411. Full name of registrant(s) is (are) ISRAEL VASQUEZ PEREZ, 6316 SEPULVEDA BLVD, VAN NUYS, CA 91411. This Business is conducted by: AN INDIVIDUAL. Signed: ISRAEL VASQUEZ PEREZ, OWNER. This statement was filed with the County Clerk of Los Angeles County on 01/11/2023. The registrant(s) has (have) commenced to transact business under the fictitious business name or names listed above on 01/2023. NOTICE- This Fictitious Name Statement expires five years from the date it was filed in the office of the County Clerk. A new Fictitious Business Name Statement must be filed prior to that date. The filing of this statement does not of itself authorize the use in this state of a Fictitious Business Name in violation of the rights of another under Federal, State, or common law (See section 14411 et seq. Business and Professions Code): [906, 169, 1122, 406]
notice-publish-dates: Publish: Mountain Views-News/JDC Dates Pub: JAN 14, 21, 28, FEB 4, 2023: [684, 717, 898, 740]
notice-body: The following person(s) is (are) doing business as: NJ EDDY. 933 N. SIERRA BONITA AVE. APT 7, LOS ANGELES, CA 90046. LOS ANGELES COUNTY. Full name of registrant(s) is (are) NICHOLAS LIPARI, 933 N. SIERRA BONITA AVE. APT 7, LOS ANGELES, CA 90046. This Business is conducted by: AN INDIVIDUAL. Signed: OLGA GRAAM, OWNER. This statement was filed with the County Clerk of Los Angeles County on 01/04/2023. The registrant(s) has (have) commenced to transact business under the fictitious business name or names listed above on 04/2018. NOTICE- This Fictitious Name Statement expires five years from the date it was filed in the office of the County Clerk. A new Fictitious Business Name Statement must be filed prior to that date. The filing of this statement does not of itself authorize the use in this state of a Fictitious Business Name in violation of the rights of another under Federal, State, or common law (See section 14411 et seq. Business and Professions Code): [1130, 1502, 1345, 1739]
legal-notice: [460, 779, 674, 1072]
notice-body: The following person(s) is (are) doing business as: CHERRY WOLF. 14408 FOREST AVE, NORWALK, CA 90650. Full name of registrant(s) is (are) MAURICIO LOPEZ, 14408 FOREST AVE, NORWALK, CA 90650. This Business is conducted by: AN INDIVIDUAL. Signed: MAURICIO LOPEZ, OWNER. This statement was filed with the County Clerk of Los Angeles County on 12/30/2022. The registrant(s) has (have) commenced to transact business under the fictitious business name or names listed above on N/A. NOTICE- This Fictitious Name Statement expires five years from the date it was filed in the office of the County Clerk. A new Fictitious Business Name Statement must be filed prior to that date. The filing of this statement does not of itself authorize the use in this state of a Fictitious Business Name in violation of the rights of another under Federal, State, or common law (See section 14411 et seq. Business and Professions Code): [14, 1909, 228, 2134]
notice-publish-dates: Publish: Mountain Views-News/JDC Dates Pub: JAN 14, 21, 28, FEB 4, 2023: [684, 1292, 898, 1315]
notice-body: The following person(s) is (are) doing business as: SANTIZO RECYCLING CENTER INC. 1722 BOYNTON ST, GLENDALE, CA 91205. Full name of registrant(s) is (are) SANTIZO RECYCLING CENTER INC, 1722 BOYNTON ST, GLENDALE, CA 91205. This Business is conducted by: A CORPORATION. ARTICLE # 4650790. Signed: WUZVELT VITELIO RIOS SANTIZO/PRESIDENT. This statement was filed with the County Clerk of Los Angeles County on 01/12/2023. The registrant(s) has (have) commenced to transact business under the fictitious business name or names listed above on N/A. NOTICE- This Fictitious Name Statement expires five years from the date it was filed in the office of the County Clerk. A new Fictitious Business Name Statement must be filed prior to that date. The filing of this statement does not of itself authorize the use in this state of a Fictitious Business Name in violation of the rights of another under Federal, State, or common law (See section 14411 et seq. Business and Professions Code): [460, 1677, 675, 1925]
notice-publish-dates: Publish: Mountain Views-News/JDC Dates Pub: JAN 14, 21, 28, FEB 4, 2023: [460, 1050, 675, 1072]
notice-publish-dates: Publish: Mountain Views-News/JDC Dates Pub: JAN 14, 21, 28, FEB 4, 2023: [460, 750, 675, 773]
notice-heading: FICTITIOUS BUSINESS NAME STATEMENT File No. 2023-288584: [460, 1953, 675, 1976]
notice-body: The following person(s) is (are) doing business as: CALIFORNIA LUXE TAILORING. 1130 WESTWOOD BLVD, LOS ANGELES, CA 90024. Full name of registrant(s) is (are) EDUARDO MANUEL VELASQUEZ GARCIA, 1130 WESTWOOD BLVD, LOS ANGELES, CA 90024. This Business is conducted by: AN INDIVIDUAL. Signed: EDUARDO MANUEL VELASQUEZ GARCIA, OWNER. This statement was filed with the County Clerk of Los Angeles County on 01/05/2023. The registrant(s) has (have) commenced to transact business under the fictitious business name or names listed above on 11/2022. NOTICE- This Fictitious Name Statement expires five years from the date it was filed in the office of the County Clerk. A new Fictitious Business Name Statement must be filed prior to that date. The filing of this statement does not of itself authorize the use in this state of a Fictitious Business Name in: [684, 2140, 898, 2354]
notice-body: The following person(s) is (are) doing business as: JROJAS PROMOTIONS. 209 WEST 62ND ST, LOS ANGELES, CA 90003. Full name of registrant(s) is (are) JROJAS ENTERTAINMENT INC, 209 WEST 62 ST, LOS ANGELES, CA 90003. This Business is conducted by: A CORPORATION. Signed: JOSE ANTONIO ROJAS PEREZ/PRESIDENT. This statement was filed with the County Clerk of Los Angeles County on 01/12/2023. The registrant(s) has (have) commenced to transact business under the fictitious business name or names listed above on 09/2022. NOTICE- This Fictitious Name Statement expires five years from the date it was filed in the office of the County Clerk. A new Fictitious Business Name Statement must be filed prior to that date. The filing of this statement does not of itself authorize the use in this state of a Fictitious Business Name in violation of the rights of another under Federal, State, or common law (See section 14411 et seq. Business and Professions Code): [236, 1367, 451, 1604]
notice-body: The following person(s) is (are) doing business as: PAPITO DELIVERY & SONS. 11412 2061H ST, LAKEWOOD, CA 90715. Full name of registrant(s) is (are) PAPITO DELIVERY CO, 9315 SYDNEY ST, INGLEWOOD, CA 90302; MELVA BEATRIZ SALINAS-IRUDA, 11412 2061H ST. This Business is conducted by: COPARTNERS. Signed: MELVA BEATRIZ SALINAS-IRUDA/GENERAL PARTNER. This statement was filed with the County Clerk of Los Angeles County on 01/12/2023. The registrant(s) has (have) commenced to transact business under the fictitious business name or names listed above on N/A. NOTICE- This Fictitious Name Statement expires five years from the date it was filed in the office of the County Clerk. A new Fictitious Business Name Statement must be filed prior to that date. The filing of this statement does not of itself authorize the use in this state of a Fictitious Business Name in violation of the rights of another under Federal, State, or common law (See section 14411 et seq. Business and Professions Code): [460, 801, 675, 1050]
legal-notice: [684, 746, 898, 1028]
notice-heading: FICTITIOUS BUSINESS NAME STATEMENT File No. 2023-009041: [460, 779, 675, 801]
notice-heading: FICTITIOUS BUSINESS NAME STATEMENT File No. 2023-001787: [236, 1033, 451, 1056]
legal-notice: [14, 1044, 228, 1327]
notice-body: The following person(s) is (are) doing business as: HAJIAN ACCOUNTING SERVICES. 6617 MORSE AVE, NORTH HOLLYWOOD, CA 91606. LOS ANGELES COUNTY. Full name of registrant(s) is (are) GEVORK HAJIAN, 6617 MORSE AVE, NORTH HOLLYWOOD, CA 91606. This Business is conducted by: AN INDIVIDUAL. Signed: OLGA GRAAM, OWNER. This statement was filed with the County Clerk of Los Angeles County on 01/05/2023. The registrant(s) has (have) commenced to transact business under the fictitious business name or names listed above on 06/2016. NOTICE- This Fictitious Name Statement expires five years from the date it was filed in the office of the County Clerk. A new Fictitious Business Name Statement must be filed prior to that date. The filing of this statement does not of itself authorize the use in this state of a Fictitious Business Name in violation of the rights of another under Federal, State, or common law (See section 14411 et seq. Business and Professions Code): [1130, 282, 1345, 530]
section-title: LEGAL NOTICES: [21, 0, 518, 67]
notice-column: [907, 85, 1122, 2531]
notice-body: The following person(s) is (are) doing business as: MASTERS LA. 8219 REXALL AVE, WHITTIER, CA 90606. Full name of registrant(s) is (are) MARIO ALEXIS RAMIREZ, 8219 REXALL AVE, WHITTIER, CA 90606. This Business is conducted by: AN INDIVIDUAL. Signed: MARIO ALEXIS RAMIREZ/OWNER. This statement was filed with the County Clerk of Los Angeles County on 01/05/2023. The registrant(s) has (have) commenced to transact business under the fictitious business name or names listed above on N/A. NOTICE- This Fictitious Name Statement expires five years from the date it was filed in the office of the County Clerk. A new Fictitious Business Name Statement must be filed prior to that date. The filing of this statement does not of itself authorize: [236, 2230, 451, 2411]
notice-publish-dates: Publish: Mountain Views-News/JDC Dates Pub: JAN 14, 21, 28, FEB 4, 2023: [684, 1868, 898, 1891]
legal-notice: [684, 469, 898, 740]
notice-publish-dates: Publish: Mountain Views-News/JDC Dates Pub: JAN 14, 21, 28, FEB 4, 2023: [684, 440, 898, 463]
notice-heading: FICTITIOUS BUSINESS NAME STATEMENT File No. 2023000642: [1130, 558, 1345, 582]
notice-body: The following person(s) is (are) doing business as: HERMOSILLO POOL PLASTERING. 8720 AMIGO AVE APT 12, NORTH HILLS, CA 91343. LOS ANGELES COUNTY. Full name of registrant(s) is (are) FELIPE DE JESUS HERMOSILLO LOPEZ, 8720 AMIGO AVE APT 12, NORTH HILLS, CA 91343; MARIA DEL CARMEN MAGANA SANCHEZ, 8720 AMIGO AVE APT 12, NORTH HILLS, CA 91343. This Business is conducted by: A GENERAL PARTNERSHIP. Signed: FELIPE DE JESUS HERMOSILLO LOPEZ, GENERAL PARTNER. This statement was filed with the County Clerk of Los Angeles County on 01/03/2023. The registrant(s) has (have) commenced to transact business under the fictitious business name or names listed above on 01/2023. NOTICE- This Fictitious Name Statement expires five years from the date it was filed in the office of the County Clerk.: [1130, 1790, 1345, 2016]
legal-notice: [1130, 1180, 1344, 1474]
legal-notice: [907, 1932, 1122, 2237]
notice-heading: FICTITIOUS BUSINESS NAME STATEMENT File No. 2023278016: [14, 169, 228, 192]
masthead-subline: [930, 54, 1335, 71]
notice-publish-dates: Publish: Mountain Views-News/JDC Dates Pub: JAN 14, 21, 28, FEB 4, 2023: [236, 1603, 451, 1626]
legal-notice: [14, 1333, 228, 1604]
legal-notice: [1130, 85, 1344, 255]
notice-body: The following person(s) is (are) doing business as: HC DEVELOPMENT. 1000 WILSHIRE BLVD SUITE 1200, LOS ANGELES, CA 90017. LOS ANGELES COUNTY. AI #ON C4834036. Full name of registrant(s) is (are) HCD MARKETING INC, 1000 WILSHIRE BLVD SUITE 1200, LOS ANGELES, CA 90017. This Business is conducted by: A CORPORATION. Signed: HCD MARKETING INC, DWIGHT WILSON HOLCOMB, CEO. This statement was filed with the County Clerk of Los Angeles County on 01/09/2023. The registrant(s) has (have) commenced to transact business under the fictitious business name or names listed above on 09/2008. NOTICE- This Fictitious Name Statement expires five years from the date it was filed in the office of the County Clerk. A new Fictitious Business Name Statement must be filed prior to that date. The filing of this statement does not of itself authorize the use in this state of a Fictitious Business Name in violation of the rights of another under Federal, State, or common law (See section 14411 et seq. Business and Professions Code): [906, 756, 1122, 1017]
notice-body: The following person(s) is (are) doing business as: A G LAWNMOWER SHOP. 12707 FOOTHILL BLVD SYLMAR, CA 91342. LOS ANGELES COUNTY. Full name of registrant(s) is (are) MIGUEL ANGEL SANCHEZ GOMEZ 13409 EUSTACE ST PACOIMA, CA 91331. This Business is conducted by: AN INDIVIDUAL. Signed: MIGUEL ANGEL SANCHEZ GOMEZ, OWNER. This statement was filed with the County Clerk of Los Angeles County on 12/28/2022. The registrant(s) has (have) commenced to transact business under the fictitious business name or names listed above on N/A. NOTICE- This Fictitious Name Statement expires five years from the date it was filed in the office of the County Clerk. A new Fictitious Business Name Statement must be filed prior to that date. The filing of this statement does not of itself authorize the use in this state of a Fictitious Business Name in violation of the rights of another under Federal, State, or common law (See section 14411 et seq. Business and Professions Code): [14, 192, 228, 441]
notice-heading: FICTITIOUS BUSINESS NAME STATEMENT File No. 2023-009728: [236, 1919, 451, 1942]
notice-publish-dates: Publish: Mountain Views-News/JDC Dates Pub: JAN 14, 21, 28, FEB 4, 2023: [14, 2134, 228, 2156]
notice-publish-dates: Publish: Mountain Views-News/JDC Dates Pub: JAN 14, 21, 28, FEB 4, 2023: [684, 1581, 898, 1604]
notice-heading: FICTITIOUS BUSINESS NAME STATEMENT File No. 2023-005790: [14, 1332, 228, 1355]
notice-heading: FICTITIOUS BUSINESS NAME STATEMENT File No. 2023001185: [1130, 1479, 1345, 1502]
legal-notice: [237, 1920, 451, 2203]
notice-heading: FICTITIOUS BUSINESS NAME STATEMENT File No. 2023005123: [906, 1343, 1122, 1367]
legal-notice: [14, 469, 228, 751]
legal-notice: [237, 746, 451, 1028]
notice-heading: FICTITIOUS BUSINESS NAME STATEMENT File No. 2023004017: [1130, 1180, 1345, 1203]
notice-body: The following person(s) is (are) doing business as: GAMBOA MAINTENANCE. 1130 E WORKMAN AVE, WEST COVINA, CA 91790. Full name of registrant(s) is (are) JORGE LUIS GAMBOA AGUILAR, 1130 E WORKMAN AVE, WEST COVINA, CA 91790. This Business is conducted by: AN INDIVIDUAL. Signed: JORGE LUIS GAMBOA AGUILAR, OWNER. This statement was filed with the County Clerk of Los Angeles County on 01/11/2023. The registrant(s) has (have) commenced to transact business under the fictitious business name or names listed above on N/A. NOTICE- This Fictitious Name Statement expires five years from the date it was filed in the office of the County Clerk. A new Fictitious Business Name Statement must be filed prior to that date. The filing of this statement does not of itself authorize the use in this state of a Fictitious Business Name in violation of the rights of another under Federal, State, or common law (See section 14411 et seq. Business and Professions Code): [236, 768, 451, 1005]
notice-heading: FICTITIOUS BUSINESS NAME STATEMENT File No. 2023-007223: [460, 169, 675, 192]
notice-heading: FICTITIOUS BUSINESS NAME STATEMENT File No. 2023-005042: [14, 469, 228, 491]
notice-publish-dates: Publish: Mountain Views-News/JDC Dates Pub: JAN 14, 21, 28, FEB 4, 2023: [460, 1338, 675, 1361]
